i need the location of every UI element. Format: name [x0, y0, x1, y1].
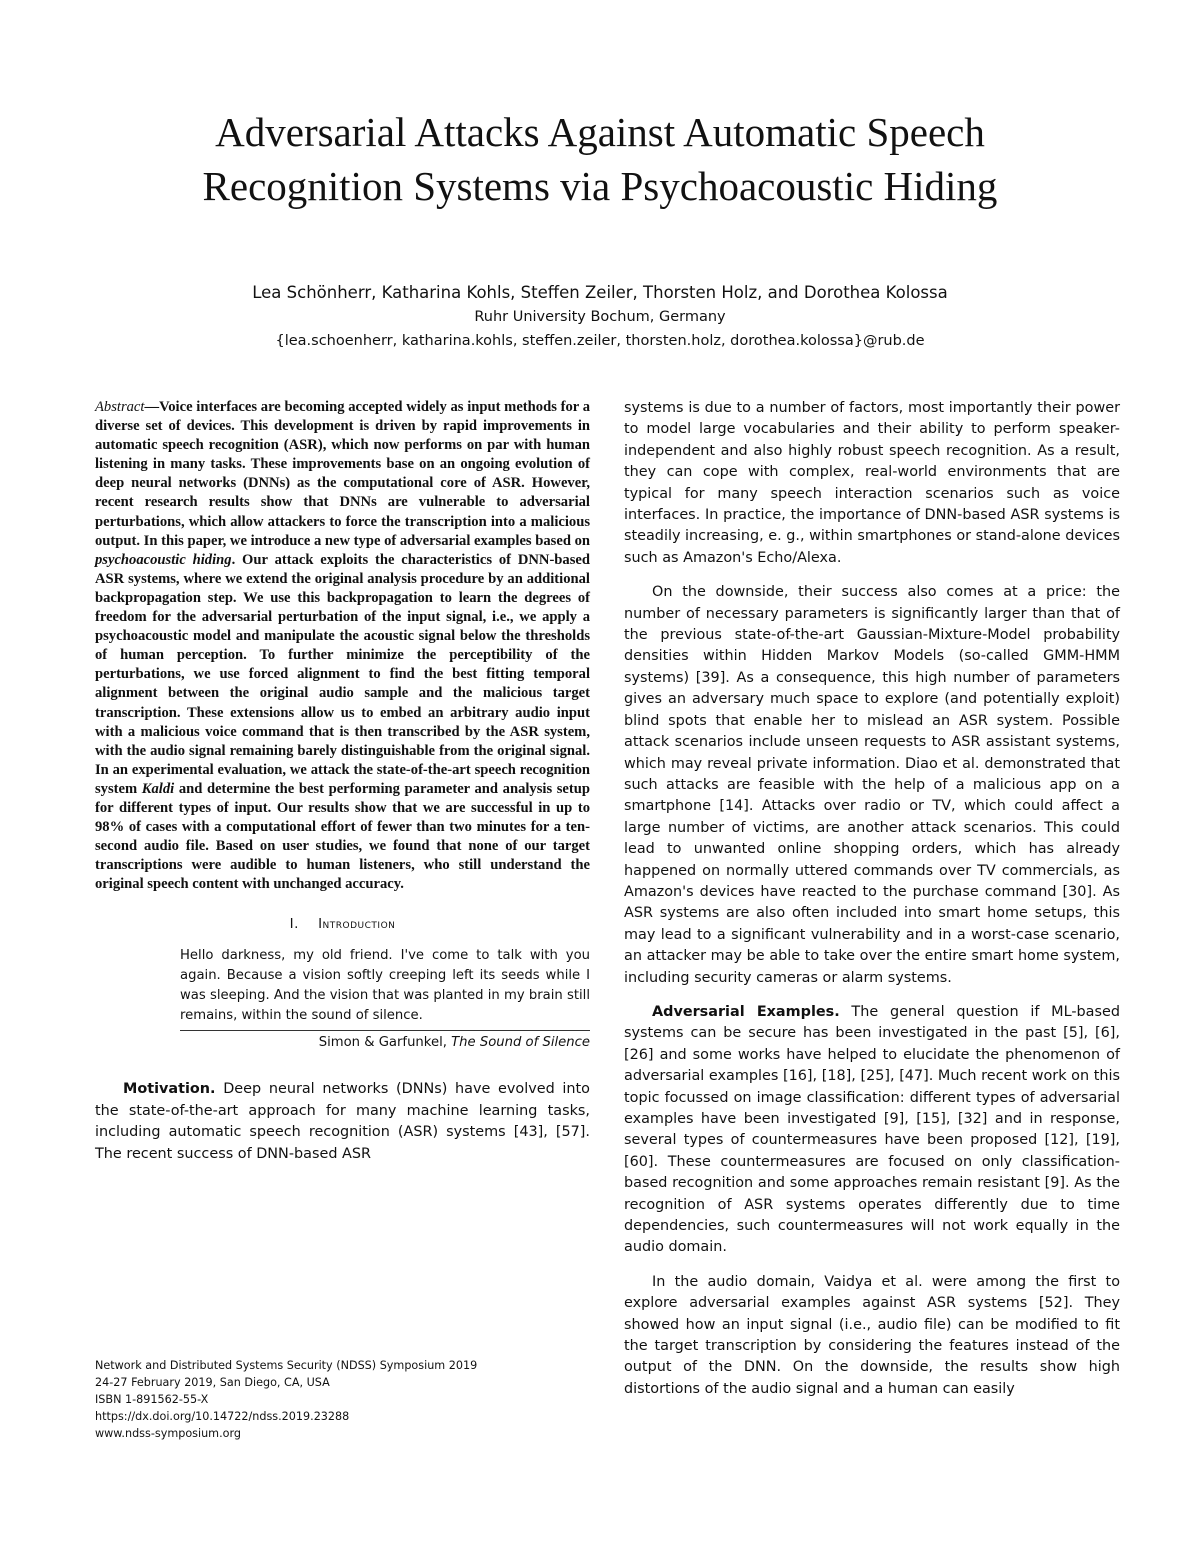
abstract-dash: —: [144, 399, 160, 415]
conference-footnote: [95, 1357, 590, 1442]
footnote-line-dates: 24-27 February 2019, San Diego, CA, USA: [95, 1376, 330, 1389]
epigraph-attribution: [95, 1033, 590, 1053]
epigraph-work: The Sound of Silence: [451, 1035, 590, 1051]
affiliation: Ruhr University Bochum, Germany: [474, 309, 726, 325]
paper-title-line1: Adversarial Attacks Against Automatic Speech: [215, 109, 985, 155]
footnote-line-website: www.ndss-symposium.org: [95, 1427, 241, 1440]
epigraph-author: Simon & Garfunkel,: [318, 1035, 452, 1051]
right-column: [624, 398, 1120, 1400]
abstract-part1: Voice interfaces are becoming accepted widely as input methods for a diverse set of devices. This development is driven by rapid improvements in automatic speech recognition (ASR), which now performs on par with human listening in many tasks. These improvements base on an ongoing evolution of deep neural networks (DNNs) as the computational core of ASR. However, recent research results show that DNNs are vulnerable to adversarial perturbations, which allow attackers to force the transcription into a malicious output. In this paper, we introduce a new type of adversarial examples based on: [95, 399, 591, 549]
abstract-emph-kaldi: Kaldi: [141, 780, 175, 797]
left-column: [95, 398, 590, 1165]
author-emails: {lea.schoenherr, katharina.kohls, steffen.zeiler, thorsten.holz, dorothea.kolossa}@rub.de: [275, 333, 925, 349]
author-list: Lea Schönherr, Katharina Kohls, Steffen Zeiler, Thorsten Holz, and Dorothea Kolossa: [252, 283, 948, 302]
footnote-line-doi: https://dx.doi.org/10.14722/ndss.2019.23288: [95, 1410, 350, 1423]
abstract-part3: and determine the best performing parameter and analysis setup for different types of input. Our results show that we are successful in up to 98% of cases with a computational effort of fewer than two minutes for a ten-second audio file. Based on user studies, we found that none of our target transcriptions were audible to human listeners, who still understand the original speech content with unchanged accuracy.: [95, 780, 590, 893]
abstract-part2: . Our attack exploits the characteristics of DNN-based ASR systems, where we extend the original analysis procedure by an additional backpropagation step. We use this backpropagation to learn the degrees of freedom for the adversarial perturbation of the input signal, i.e., we apply a psychoacoustic model and manipulate the acoustic signal below the thresholds of human perception. To further minimize the perceptibility of the perturbations, we use forced alignment to find the best fitting temporal alignment between the original audio sample and the malicious target transcription. These extensions allow us to embed an arbitrary audio input with a malicious voice command that is then transcribed by the ASR system, with the audio signal remaining barely distinguishable from the original signal. In an experimental evaluation, we attack the state-of-the-art speech recognition system: [95, 551, 590, 797]
section-heading-introduction: [95, 916, 590, 932]
paper-title-line2: Recognition Systems via Psychoacoustic Hiding: [202, 163, 998, 209]
footnote-line-isbn: ISBN 1-891562-55-X: [95, 1393, 209, 1406]
footnote-line-venue: Network and Distributed Systems Security (NDSS) Symposium 2019: [95, 1359, 478, 1372]
paragraph-audio-domain: In the audio domain, Vaidya et al. were among the first to explore adversarial examples against ASR systems [52]. They showed how an input signal (i.e., audio file) can be modified to fit the target transcription by considering the features instead of the output of the DNN. On the downside, the results show high distortions of the audio signal and a human can easily: [624, 1273, 1120, 1397]
paragraph-adversarial-examples: [624, 1002, 1120, 1259]
paper-title: [100, 105, 1100, 213]
abstract-emph-psychoacoustic: psychoacoustic hiding: [95, 551, 232, 568]
epigraph-divider: [180, 1030, 590, 1031]
section-number: I.: [289, 916, 299, 933]
motivation-paragraph: [95, 1079, 590, 1165]
section-title: Introduction: [318, 916, 396, 933]
motivation-text: Deep neural networks (DNNs) have evolved into the state-of-the-art approach for many machine learning tasks, including automatic speech recognition (ASR) systems [43], [57]. The recent success of DNN-based ASR: [95, 1081, 590, 1162]
abstract-label: Abstract: [95, 399, 145, 415]
adversarial-examples-label: Adversarial Examples.: [652, 1003, 840, 1020]
paragraph-downside: On the downside, their success also comes at a price: the number of necessary parameters is significantly larger than that of the previous state-of-the-art Gaussian-Mixture-Model probability densities within Hidden Markov Models (so-called GMM-HMM systems) [39]. As a consequence, this high number of parameters gives an adversary much space to explore (and potentially exploit) blind spots that enable her to mislead an ASR system. Possible attack scenarios include unseen requests to ASR assistant systems, which may reveal private information. Diao et al. demonstrated that such attacks are feasible with the help of a malicious app on a smartphone [14]. Attacks over radio or TV, which could affect a large number of victims, are another attack scenarios. This could lead to unwanted online shopping orders, which has already happened on normally uttered commands over TV commercials, as Amazon's devices have reacted to the purchase command [30]. As ASR systems are also often included into smart home setups, this may lead to a significant vulnerability and in a worst-case scenario, an attacker may be able to take over the entire smart home system, including security cameras or alarm systems.: [624, 584, 1120, 986]
motivation-label: Motivation.: [123, 1081, 216, 1098]
paragraph-asr-success: systems is due to a number of factors, most importantly their power to model large vocabularies and their ability to perform speaker-independent and also highly robust speech recognition. As a result, they can cope with complex, real-world environments that are typical for many speech interaction scenarios such as voice interfaces. In practice, the importance of DNN-based ASR systems is steadily increasing, e. g., within smartphones or stand-alone devices such as Amazon's Echo/Alexa.: [624, 400, 1120, 566]
epigraph-quote: Hello darkness, my old friend. I've come to talk with you again. Because a vision softly creeping left its seeds while I was sleeping. And the vision that was planted in my brain still remains, within the sound of silence.: [180, 948, 590, 1024]
abstract: [95, 398, 590, 894]
adversarial-examples-text: The general question if ML-based systems can be secure has been investigated in the past [5], [6], [26] and some works have helped to elucidate the phenomenon of adversarial examples [16], [18], [25], [47]. Much recent work on this topic focussed on image classification: different types of adversarial examples have been investigated [9], [15], [32] and in response, several types of countermeasures have been proposed [12], [19], [60]. These countermeasures are focused on only classification-based recognition and some approaches remain resistant [9]. As the recognition of ASR systems operates differently due to time dependencies, such countermeasures will not work equally in the audio domain.: [624, 1003, 1120, 1256]
